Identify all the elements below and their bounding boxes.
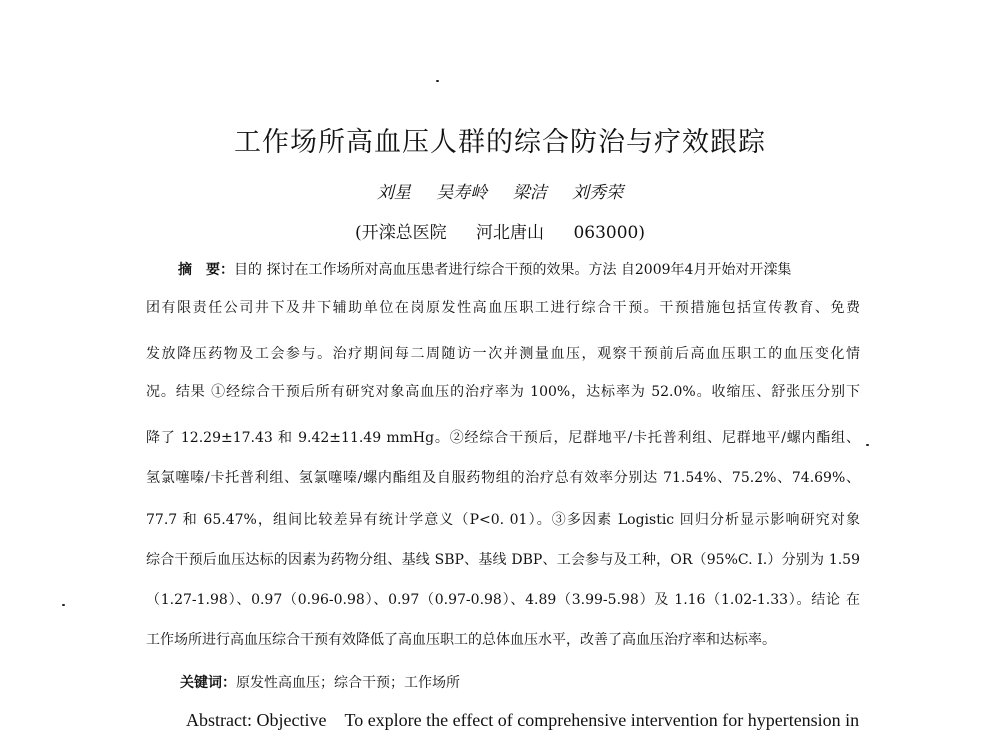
abstract-label: 摘 要：: [178, 262, 234, 278]
affiliation-location: 河北唐山: [476, 223, 545, 243]
author-name: 梁洁: [512, 183, 547, 203]
abstract-line: 77.7 和 65.47%，组间比较差异有统计学意义（P<0. 01）。③多因素 Logistic 回归分析显示影响研究对象: [146, 512, 860, 528]
keywords-label: 关键词：: [180, 675, 236, 691]
abstract-line: 工作场所进行高血压综合干预有效降低了高血压职工的总体血压水平，改善了高血压治疗率和达标率。: [146, 632, 776, 648]
affiliation-postcode: 063000): [573, 223, 645, 243]
affiliation-institution: (开滦总医院: [355, 223, 447, 243]
author-list: [0, 178, 1000, 203]
scan-speck: [62, 604, 65, 606]
scan-speck: [436, 80, 439, 82]
author-name: 吴寿岭: [436, 183, 488, 203]
abstract-line: 综合干预后血压达标的因素为药物分组、基线 SBP、基线 DBP、工会参与及工种，OR（95%C. I.）分别为 1.59: [146, 552, 860, 568]
abstract-line: 氢氯噻嗪/卡托普利组、氢氯噻嗪/螺内酯组及自服药物组的治疗总有效率分别达 71.54%、75.2%、74.69%、: [146, 470, 860, 486]
keywords-text: 原发性高血压；综合干预；工作场所: [236, 675, 460, 691]
paper-title: 工作场所高血压人群的综合防治与疗效跟踪: [234, 127, 766, 158]
english-abstract-label: Abstract: Objective: [186, 710, 327, 730]
abstract-line: 况。结果 ①经综合干预后所有研究对象高血压的治疗率为 100%，达标率为 52.0%。收缩压、舒张压分别下: [146, 384, 860, 400]
abstract-line: 团有限责任公司井下及井下辅助单位在岗原发性高血压职工进行综合干预。干预措施包括宣传教育、免费: [146, 300, 860, 316]
english-abstract-text: To explore the effect of comprehensive intervention for hypertension in: [344, 710, 860, 730]
keywords: [180, 672, 460, 692]
abstract-line: [146, 258, 860, 282]
author-name: 刘星: [376, 183, 411, 203]
affiliation: [0, 218, 1000, 243]
abstract-line: 降了 12.29±17.43 和 9.42±11.49 mmHg。②经综合干预后，尼群地平/卡托普利组、尼群地平/螺内酯组、: [146, 430, 860, 446]
scan-speck: [866, 444, 869, 446]
english-abstract: [186, 710, 866, 731]
abstract-line: （1.27-1.98）、0.97（0.96-0.98）、0.97（0.97-0.98）、4.89（3.99-5.98）及 1.16（1.02-1.33）。结论 在: [146, 592, 860, 608]
author-name: 刘秀荣: [572, 183, 624, 203]
abstract-line-text: 目的 探讨在工作场所对高血压患者进行综合干预的效果。方法 自2009年4月开始对开滦集: [234, 262, 792, 278]
abstract-line: 发放降压药物及工会参与。治疗期间每二周随访一次并测量血压，观察干预前后高血压职工的血压变化情: [146, 346, 860, 362]
